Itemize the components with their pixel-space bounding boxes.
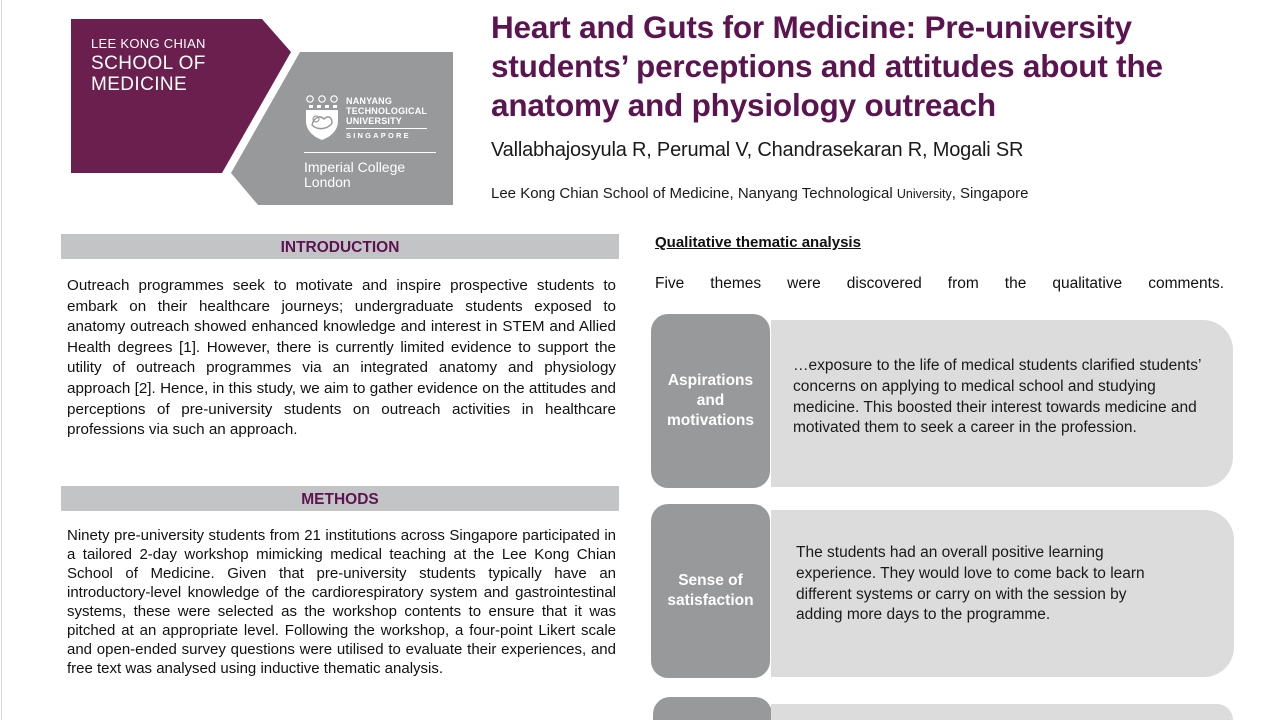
- theme-text: …exposure to the life of medical students clarified students’ concerns on applying to medical school and studying medicine. This boosted their interest towards medicine and motivated them to seek a career in the profession.: [793, 357, 1201, 437]
- qualitative-intro: Five themes were discovered from the qualitative comments.: [655, 275, 1224, 292]
- theme-label: [651, 504, 770, 678]
- affiliation: [491, 185, 1028, 202]
- theme-card: [651, 504, 1233, 679]
- theme-label-line: satisfaction: [667, 592, 754, 609]
- lkc-line-3: MEDICINE: [91, 74, 188, 95]
- logo-divider: [304, 152, 436, 153]
- authors: Vallabhajosyula R, Perumal V, Chandrasekaran R, Mogali SR: [491, 139, 1024, 161]
- ntu-crest-icon: [304, 95, 340, 141]
- methods-text: Ninety pre-university students from 21 institutions across Singapore participated in a tailored 2-day workshop mimicking medical teaching at the Lee Kong Chian School of Medicine. Given that pre-university students typically have an introductory-level knowledge of the cardiorespiratory system and gastrointestinal systems, these were selected as the workshop contents to ensure that it was pitched at an appropriate level. Following the workshop, a four-point Likert scale and open-ended survey questions were utilised to evaluate their experiences, and free text was analysed using inductive thematic analysis.: [67, 527, 616, 677]
- ntu-line-2: TECHNOLOGICAL: [346, 106, 428, 116]
- theme-card: [651, 314, 1233, 489]
- methods-heading: METHODS: [61, 486, 619, 511]
- affiliation-part-3: , Singapore: [951, 185, 1029, 202]
- lkc-line-1: LEE KONG CHIAN: [91, 36, 206, 51]
- affiliation-part-1: Lee Kong Chian School of Medicine, Nanyang Technological: [491, 185, 893, 202]
- ntu-line-4: SINGAPORE: [346, 128, 427, 141]
- ntu-text: [346, 96, 427, 141]
- introduction-heading: INTRODUCTION: [61, 234, 619, 259]
- theme-body: [771, 320, 1233, 487]
- theme-label-line: and: [696, 392, 725, 409]
- theme-body: [771, 704, 1233, 720]
- introduction-text: Outreach programmes seek to motivate and inspire prospective students to embark on their healthcare journeys; undergraduate students exposed to anatomy outreach showed enhanced knowledge and interest in STEM and Allied Health degrees [1]. However, there is currently limited evidence to support the utility of outreach programmes via an integrated anatomy and physiology approach [2]. Hence, in this study, we aim to gather evidence on the attitudes and perceptions of pre-university students on outreach activities in healthcare professions via such an approach.: [67, 277, 616, 439]
- affiliation-part-2: University: [896, 187, 952, 201]
- lkc-line-2: SCHOOL OF: [91, 53, 206, 74]
- theme-text: The students had an overall positive learning experience. They would love to come back to learn different systems or carry on with the session by adding more days to the programme.: [796, 544, 1145, 624]
- theme-body: [771, 510, 1234, 677]
- theme-label-line: Aspirations: [667, 372, 754, 389]
- ntu-line-3: UNIVERSITY: [346, 116, 403, 126]
- imperial-line-2: London: [304, 174, 351, 190]
- poster-title: Heart and Guts for Medicine: Pre-university students’ perceptions and attitudes about the anatomy and physiology outreach: [491, 9, 1163, 123]
- theme-card-partial: [651, 697, 1233, 720]
- imperial-line-1: Imperial College: [304, 159, 406, 175]
- lkc-wordmark: [91, 37, 206, 95]
- theme-label: [651, 314, 770, 488]
- institution-logo: [71, 19, 453, 207]
- imperial-wordmark: [304, 160, 405, 190]
- qualitative-heading: Qualitative thematic analysis: [655, 234, 861, 251]
- theme-label-line: motivations: [667, 412, 754, 429]
- ntu-line-1: NANYANG: [346, 96, 393, 106]
- theme-label: [653, 697, 772, 720]
- theme-label-line: Sense of: [678, 572, 743, 589]
- page-edge: [1, 0, 2, 720]
